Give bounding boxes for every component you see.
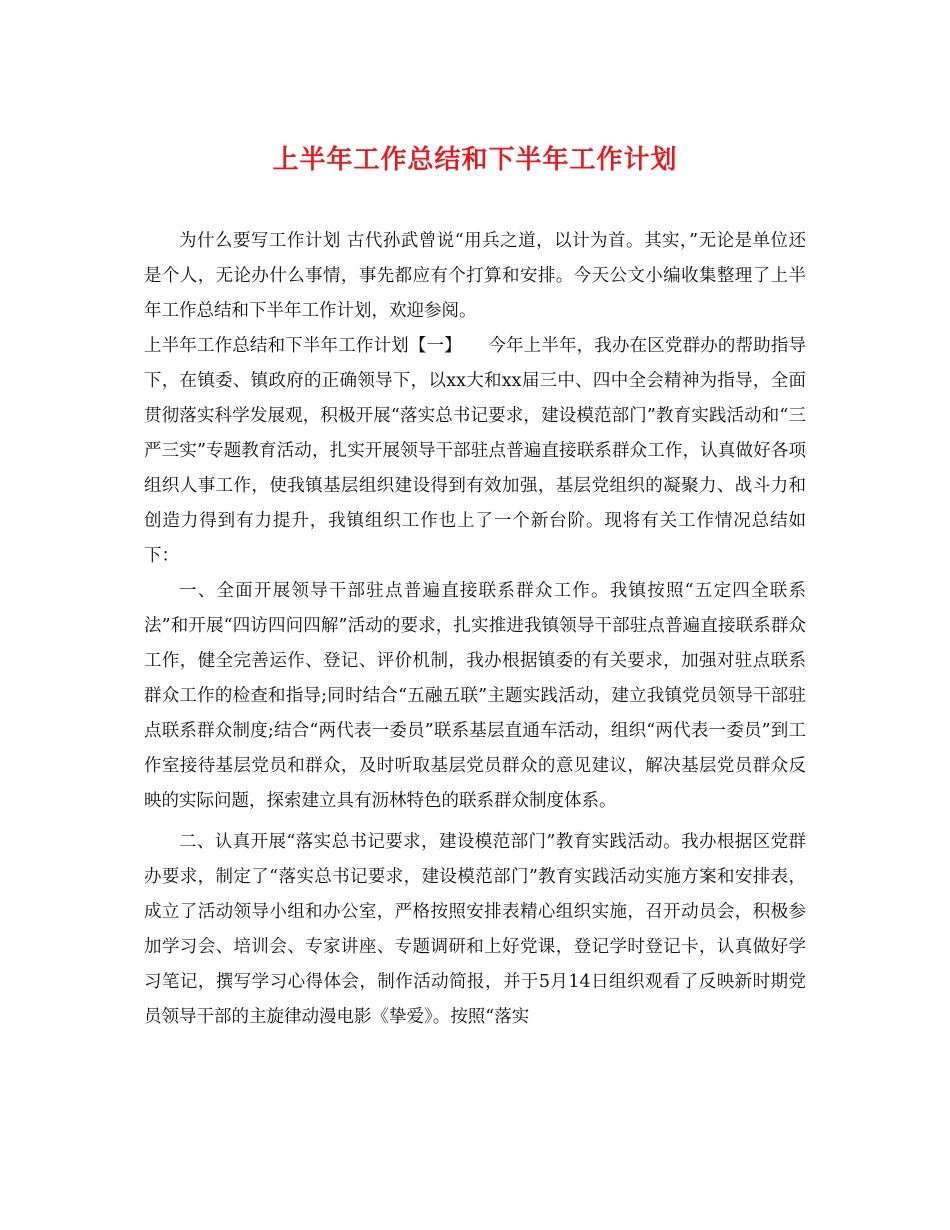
intro-paragraph: 为什么要写工作计划 古代孙武曾说“用兵之道，以计为首。其实，”无论是单位还是个人，无论办什么事情，事先都应有个打算和安排。今天公文小编收集整理了上半年工作总结和下半年工作计划，欢迎参阅。 xyxy=(144,231,806,321)
document-page xyxy=(144,140,806,1035)
document-title: 上半年工作总结和下半年工作计划 xyxy=(272,145,678,175)
section-one-paragraph: 上半年工作总结和下半年工作计划【一】 今年上半年，我办在区党群办的帮助指导下，在镇委、镇政府的正确领导下，以xx大和xx届三中、四中全会精神为指导，全面贯彻落实科学发展观，积极开展“落实总书记要求，建设模范部门”教育实践活动和“三严三实”专题教育活动，扎实开展领导干部驻点普遍直接联系群众工作，认真做好各项组织人事工作，使我镇基层组织建设得到有效加强，基层党组织的凝聚力、战斗力和创造力得到有力提升，我镇组织工作也上了一个新台阶。现将有关工作情况总结如下： xyxy=(144,336,806,566)
item-one-paragraph: 一、全面开展领导干部驻点普遍直接联系群众工作。我镇按照“五定四全联系法”和开展“四访四问四解”活动的要求，扎实推进我镇领导干部驻点普遍直接联系群众工作，健全完善运作、登记、评价机制，我办根据镇委的有关要求，加强对驻点联系群众工作的检查和指导;同时结合“五融五联”主题实践活动，建立我镇党员领导干部驻点联系群众制度;结合“两代表一委员”联系基层直通车活动，组织“两代表一委员”到工作室接待基层党员和群众，及时听取基层党员群众的意见建议，解决基层党员群众反映的实际问题，探索建立具有沥林特色的联系群众制度体系。 xyxy=(144,581,806,811)
item-two-paragraph: 二、认真开展“落实总书记要求，建设模范部门”教育实践活动。我办根据区党群办要求，制定了“落实总书记要求，建设模范部门”教育实践活动实施方案和安排表，成立了活动领导小组和办公室，严格按照安排表精心组织实施，召开动员会，积极参加学习会、培训会、专家讲座、专题调研和上好党课，登记学时登记卡，认真做好学习笔记，撰写学习心得体会，制作活动简报，并于5月14日组织观看了反映新时期党员领导干部的主旋律动漫电影《挚爱》。按照“落实 xyxy=(144,832,806,1027)
